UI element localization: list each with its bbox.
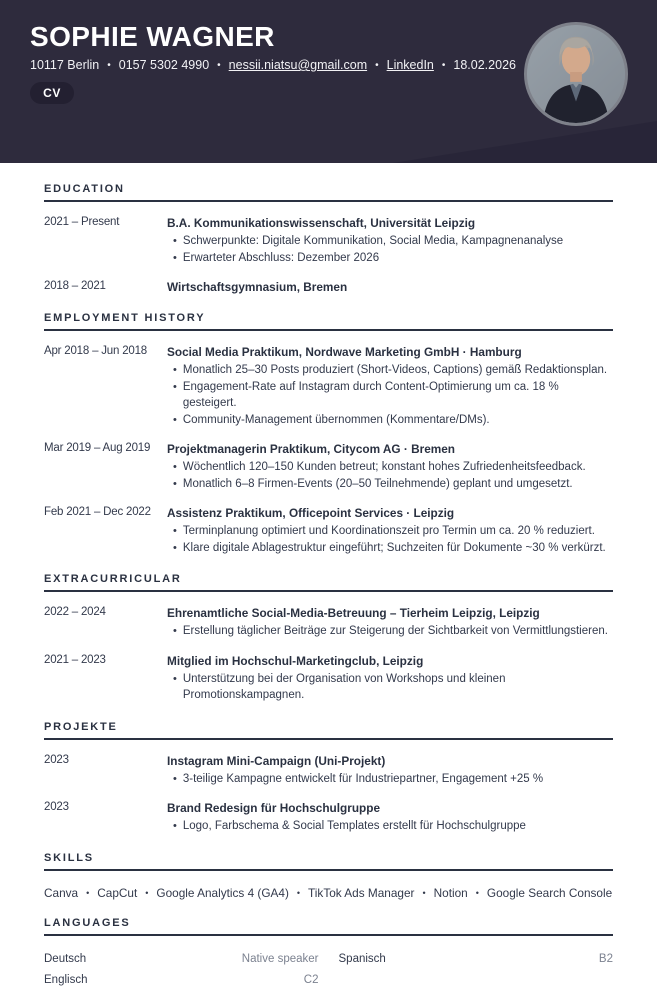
language-level: B2 xyxy=(598,952,613,965)
person-name: SOPHIE WAGNER xyxy=(30,21,275,52)
bullet-text: Klare digitale Ablagestruktur eingeführt; Suchzeiten für Dokumente ~30 % verkürzt. xyxy=(182,541,606,554)
entry-bullets xyxy=(167,523,613,556)
bullet-text: Logo, Farbschema & Social Templates erstellt für Hochschulgruppe xyxy=(182,820,526,832)
entry-content xyxy=(167,505,613,556)
entry-date: 2022 – 2024 xyxy=(44,606,106,618)
bullet-item xyxy=(167,540,613,557)
bullet-text: Erwarteter Abschluss: Dezember 2026 xyxy=(182,251,380,264)
bullet-dot-icon: • xyxy=(173,772,177,785)
section-heading-languages: LANGUAGES xyxy=(44,917,613,936)
section-projekte xyxy=(44,721,613,835)
bullet-item xyxy=(167,362,613,379)
bullet-item xyxy=(167,459,613,476)
bullet-text: Terminplanung optimiert und Koordinationszeit pro Termin um ca. 20 % reduziert. xyxy=(182,525,595,537)
entry-date: 2018 – 2021 xyxy=(44,280,106,292)
language-name: Englisch xyxy=(44,973,88,986)
language-name: Spanisch xyxy=(338,952,386,965)
entry-bullets xyxy=(167,459,613,492)
bullet-dot-icon: • xyxy=(173,477,177,490)
header xyxy=(0,0,657,163)
entry-bullets xyxy=(167,623,613,640)
entry-row xyxy=(44,605,613,640)
entry-title: Brand Redesign für Hochschulgruppe xyxy=(167,801,381,815)
skill-item: CapCut xyxy=(97,885,138,900)
section-heading-extracurricular: EXTRACURRICULAR xyxy=(44,573,613,592)
bullet-text: Wöchentlich 120–150 Kunden betreut; konstant hohes Zufriedenheitsfeedback. xyxy=(182,461,586,473)
cv-badge: CV xyxy=(30,82,74,104)
entry-row xyxy=(44,753,613,788)
bullet-item xyxy=(167,476,613,493)
skill-separator-icon: • xyxy=(475,887,479,898)
entry-row xyxy=(44,441,613,492)
bullet-dot-icon: • xyxy=(173,820,177,832)
entry-row xyxy=(44,215,613,266)
bullet-dot-icon: • xyxy=(173,413,177,426)
contact-item: 18.02.2026 xyxy=(453,58,516,72)
entry-title: Mitglied im Hochschul-Marketingclub, Leipzig xyxy=(167,653,424,668)
bullet-item xyxy=(167,771,613,788)
entry-date: Feb 2021 – Dec 2022 xyxy=(44,506,151,518)
bullet-item xyxy=(167,523,613,540)
entry-content xyxy=(167,653,613,704)
bullet-item xyxy=(167,233,613,250)
contact-separator-icon: • xyxy=(441,60,446,71)
languages-grid xyxy=(44,949,613,988)
skills-list xyxy=(44,884,613,900)
entry-date: Apr 2018 – Jun 2018 xyxy=(44,345,147,357)
contact-line xyxy=(30,58,516,72)
skill-item: Notion xyxy=(433,885,468,900)
entry-date: 2021 – 2023 xyxy=(44,653,106,666)
entry-row xyxy=(44,505,613,556)
skill-item: Google Analytics 4 (GA4) xyxy=(156,885,289,900)
bullet-text: Community-Management übernommen (Kommentare/DMs). xyxy=(182,413,490,426)
entry-date: 2023 xyxy=(44,753,69,766)
contact-link-linkedin[interactable]: LinkedIn xyxy=(386,58,434,72)
bullet-item xyxy=(167,379,613,412)
bullet-dot-icon: • xyxy=(173,461,177,473)
language-level: Native speaker xyxy=(241,952,319,965)
section-heading-projekte: PROJEKTE xyxy=(44,721,613,740)
entry-bullets xyxy=(167,233,613,266)
entry-content xyxy=(167,605,613,640)
entry-bullets xyxy=(167,671,613,704)
entry-row xyxy=(44,800,613,835)
skill-separator-icon: • xyxy=(145,887,149,898)
bullet-text: 3-teilige Kampagne entwickelt für Industriepartner, Engagement +25 % xyxy=(182,772,544,785)
skill-separator-icon: • xyxy=(422,887,426,898)
profile-photo xyxy=(524,22,628,126)
entry-bullets xyxy=(167,818,613,835)
entry-content xyxy=(167,344,613,428)
bullet-dot-icon: • xyxy=(173,364,177,376)
portrait-illustration xyxy=(527,25,625,123)
language-level: C2 xyxy=(303,973,319,986)
contact-separator-icon: • xyxy=(107,60,111,71)
bullet-dot-icon: • xyxy=(173,625,177,637)
language-row xyxy=(44,951,319,967)
entry-content xyxy=(167,215,613,266)
section-heading-education: EDUCATION xyxy=(44,183,613,202)
bullet-dot-icon: • xyxy=(173,380,177,393)
entry-title: Instagram Mini-Campaign (Uni-Projekt) xyxy=(167,753,386,768)
contact-separator-icon: • xyxy=(217,60,221,71)
entry-row xyxy=(44,653,613,704)
entry-date: Mar 2019 – Aug 2019 xyxy=(44,442,151,454)
skill-item: Canva xyxy=(44,885,79,900)
skill-separator-icon: • xyxy=(86,887,90,898)
bullet-dot-icon: • xyxy=(173,541,177,554)
section-employment-history xyxy=(44,312,613,556)
contact-link-email[interactable]: nessii.niatsu@gmail.com xyxy=(228,58,368,72)
bullet-item xyxy=(167,623,613,640)
bullet-text: Schwerpunkte: Digitale Kommunikation, Social Media, Kampagnenanalyse xyxy=(182,235,564,247)
entry-content xyxy=(167,279,613,295)
entry-title: Ehrenamtliche Social-Media-Betreuung – Tierheim Leipzig, Leipzig xyxy=(167,606,540,620)
entry-row xyxy=(44,344,613,428)
bullet-item xyxy=(167,250,613,267)
contact-item: 10117 Berlin xyxy=(30,58,100,72)
entry-title: Wirtschaftsgymnasium, Bremen xyxy=(167,280,348,294)
section-languages xyxy=(44,917,613,988)
entry-content xyxy=(167,800,613,835)
entry-content xyxy=(167,753,613,788)
entry-title: Social Media Praktikum, Nordwave Marketing GmbH · Hamburg xyxy=(167,345,522,359)
entry-title: Projektmanagerin Praktikum, Citycom AG · Bremen xyxy=(167,442,456,456)
bullet-dot-icon: • xyxy=(173,235,177,247)
section-extracurricular xyxy=(44,573,613,704)
entry-row xyxy=(44,279,613,295)
bullet-item xyxy=(167,671,613,704)
section-heading-employment-history: EMPLOYMENT HISTORY xyxy=(44,312,613,331)
contact-item: 0157 5302 4990 xyxy=(118,58,210,72)
skill-item: TikTok Ads Manager xyxy=(308,885,415,900)
bullet-text: Unterstützung bei der Organisation von Workshops und kleinen Promotionskampagnen. xyxy=(182,672,506,701)
entry-date: 2023 xyxy=(44,801,69,813)
language-name: Deutsch xyxy=(44,952,87,965)
bullet-text: Monatlich 25–30 Posts produziert (Short-Videos, Captions) gemäß Redaktionsplan. xyxy=(182,364,608,376)
language-row xyxy=(339,951,614,967)
entry-content xyxy=(167,441,613,492)
bullet-text: Monatlich 6–8 Firmen-Events (20–50 Teilnehmende) geplant und umgesetzt. xyxy=(182,477,573,490)
entry-bullets xyxy=(167,771,613,788)
bullet-dot-icon: • xyxy=(173,525,177,537)
bullet-text: Engagement-Rate auf Instagram durch Content-Optimierung um ca. 18 % gesteigert. xyxy=(182,380,559,409)
bullet-dot-icon: • xyxy=(173,672,177,685)
contact-separator-icon: • xyxy=(375,60,379,71)
bullet-dot-icon: • xyxy=(173,251,177,264)
bullet-item xyxy=(167,412,613,429)
section-skills xyxy=(44,852,613,900)
section-education xyxy=(44,183,613,295)
language-row xyxy=(44,972,319,988)
cv-body xyxy=(0,163,657,988)
section-heading-skills: SKILLS xyxy=(44,852,613,871)
skill-item: Google Search Console xyxy=(486,885,613,900)
bullet-item xyxy=(167,818,613,835)
entry-date: 2021 – Present xyxy=(44,216,120,228)
entry-title: Assistenz Praktikum, Officepoint Services · Leipzig xyxy=(167,506,455,520)
skill-separator-icon: • xyxy=(296,887,301,898)
entry-title: B.A. Kommunikationswissenschaft, Universität Leipzig xyxy=(167,216,476,230)
bullet-text: Erstellung täglicher Beiträge zur Steigerung der Sichtbarkeit von Vermittlungstieren. xyxy=(182,625,608,637)
entry-bullets xyxy=(167,362,613,428)
